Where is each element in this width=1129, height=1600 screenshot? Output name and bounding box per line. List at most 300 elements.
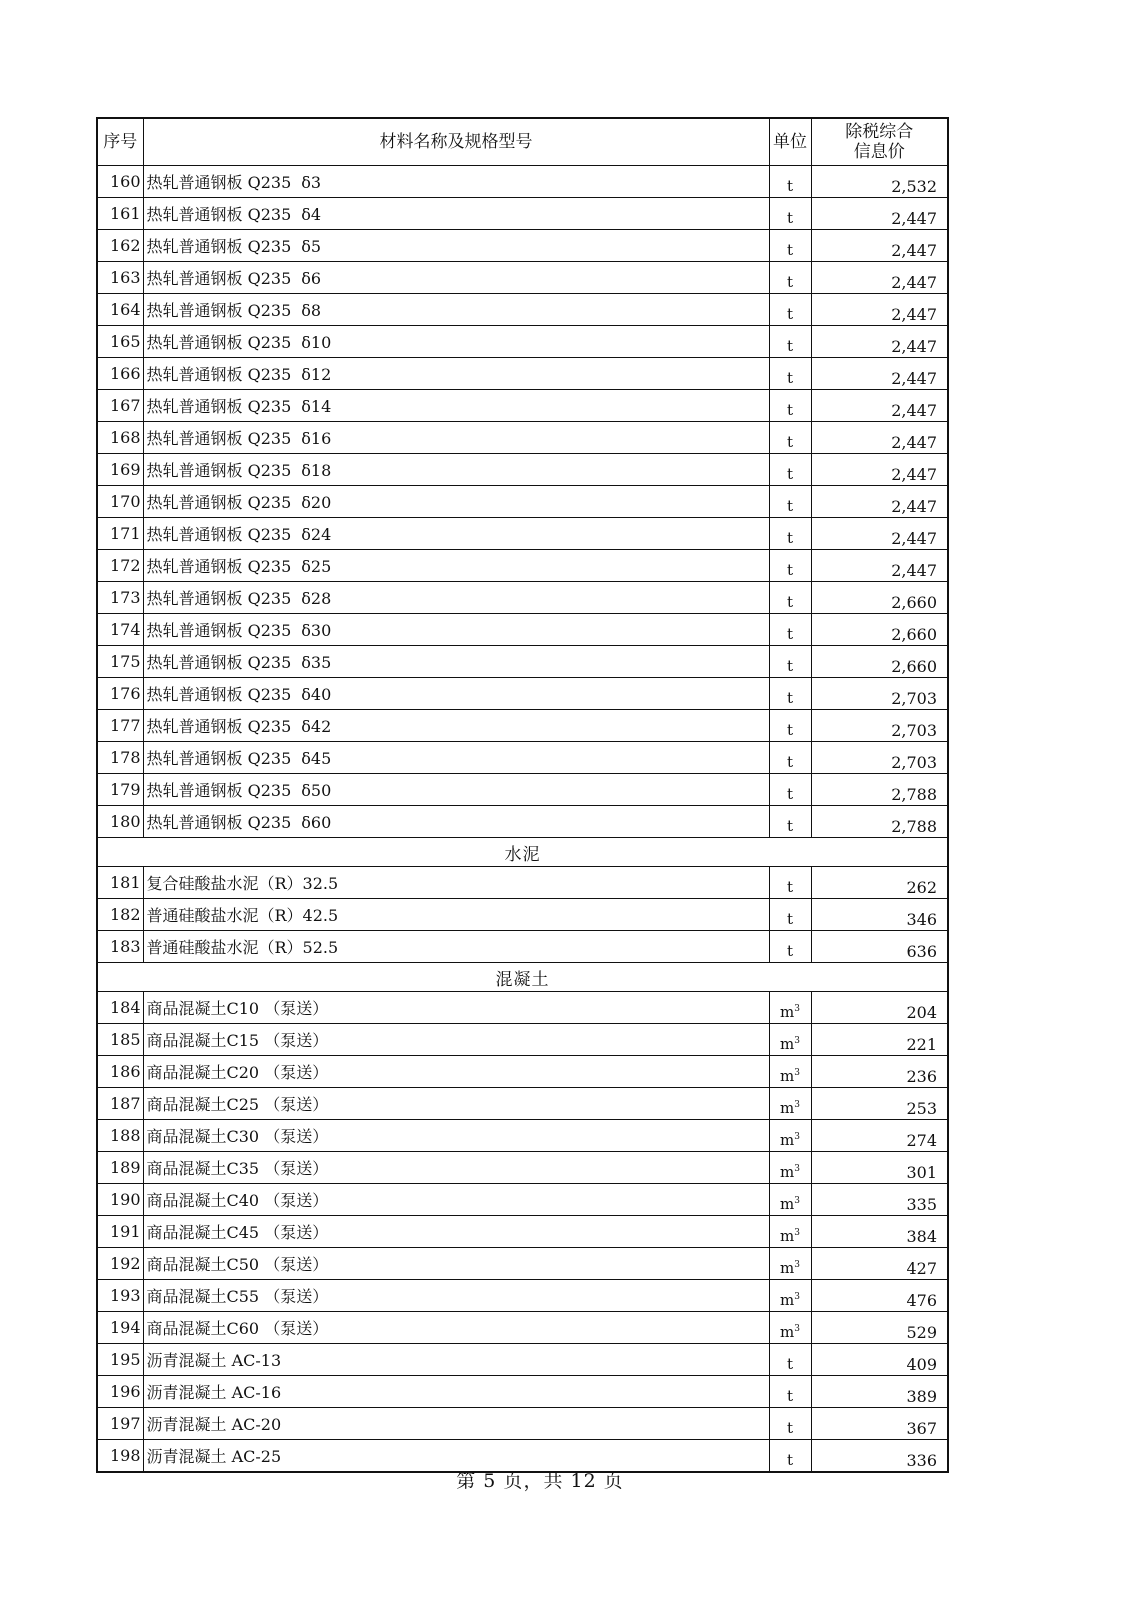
- row-name: [143, 454, 769, 486]
- row-unit: [769, 1184, 811, 1216]
- row-name-text: 沥青混凝土 AC-13: [146, 1351, 282, 1370]
- table-row: [97, 326, 948, 358]
- table-row: [97, 1248, 948, 1280]
- row-name: [143, 867, 769, 899]
- row-thickness: δ14: [301, 397, 332, 416]
- row-thickness: δ6: [301, 269, 322, 288]
- table-row: [97, 1408, 948, 1440]
- table-row: [97, 1216, 948, 1248]
- row-unit-text: t: [786, 942, 794, 960]
- row-thickness: δ10: [301, 333, 332, 352]
- row-price: 2,447: [811, 422, 948, 454]
- table-row: [97, 230, 948, 262]
- category-label: 混凝土: [97, 963, 948, 992]
- row-price: 2,447: [811, 550, 948, 582]
- row-no: 178: [97, 742, 143, 774]
- row-price: 2,447: [811, 358, 948, 390]
- table-row: [97, 1152, 948, 1184]
- row-unit-text: t: [786, 241, 794, 259]
- row-name: [143, 806, 769, 838]
- row-no: 165: [97, 326, 143, 358]
- row-unit: [769, 1344, 811, 1376]
- row-no: 167: [97, 390, 143, 422]
- row-price: 2,660: [811, 582, 948, 614]
- row-price: 389: [811, 1376, 948, 1408]
- row-price: 367: [811, 1408, 948, 1440]
- row-unit-text: t: [786, 1451, 794, 1469]
- row-unit: [769, 390, 811, 422]
- row-unit: [769, 774, 811, 806]
- row-name-text: 热轧普通钢板 Q235: [146, 365, 292, 384]
- row-no: 193: [97, 1280, 143, 1312]
- row-unit-exponent: 3: [794, 1036, 800, 1046]
- row-name: [143, 294, 769, 326]
- row-price: 2,660: [811, 614, 948, 646]
- row-name: [143, 899, 769, 931]
- row-unit-text: t: [786, 369, 794, 387]
- row-price: 409: [811, 1344, 948, 1376]
- row-name-text: 热轧普通钢板 Q235: [146, 205, 292, 224]
- row-unit-text: m: [780, 1259, 795, 1277]
- row-price: 529: [811, 1312, 948, 1344]
- row-unit-text: t: [786, 273, 794, 291]
- row-thickness: δ24: [301, 525, 332, 544]
- row-price: 2,447: [811, 326, 948, 358]
- row-unit-exponent: 3: [794, 1196, 800, 1206]
- table-row: [97, 166, 948, 198]
- row-unit-text: t: [786, 433, 794, 451]
- header-name: 材料名称及规格型号: [143, 118, 769, 166]
- row-name: [143, 1312, 769, 1344]
- row-unit: [769, 1120, 811, 1152]
- row-name: [143, 710, 769, 742]
- table-row: [97, 198, 948, 230]
- row-unit-text: t: [786, 337, 794, 355]
- row-unit: [769, 198, 811, 230]
- table-row: [97, 486, 948, 518]
- row-unit: [769, 422, 811, 454]
- table-row: [97, 867, 948, 899]
- row-thickness: δ35: [301, 653, 332, 672]
- row-unit: [769, 294, 811, 326]
- row-unit: [769, 486, 811, 518]
- row-name: [143, 646, 769, 678]
- row-name-text: 热轧普通钢板 Q235: [146, 781, 292, 800]
- row-unit: [769, 1024, 811, 1056]
- row-unit: [769, 1408, 811, 1440]
- row-name-text: 商品混凝土C60 （泵送）: [146, 1319, 329, 1338]
- row-thickness: δ4: [301, 205, 322, 224]
- row-unit: [769, 1216, 811, 1248]
- row-no: 176: [97, 678, 143, 710]
- row-unit: [769, 1056, 811, 1088]
- table-row: [97, 1120, 948, 1152]
- row-no: 184: [97, 992, 143, 1024]
- row-unit-text: t: [786, 497, 794, 515]
- row-unit-text: t: [786, 177, 794, 195]
- row-no: 166: [97, 358, 143, 390]
- table-row: [97, 1376, 948, 1408]
- row-name: [143, 358, 769, 390]
- row-no: 170: [97, 486, 143, 518]
- price-table-container: [96, 117, 949, 1473]
- row-name-text: 普通硅酸盐水泥（R）42.5: [146, 906, 339, 925]
- table-row: [97, 454, 948, 486]
- header-no: 序号: [97, 118, 143, 166]
- row-unit-text: t: [786, 625, 794, 643]
- row-price: 301: [811, 1152, 948, 1184]
- row-unit-text: t: [786, 401, 794, 419]
- row-price: 2,660: [811, 646, 948, 678]
- price-table: [96, 117, 949, 1473]
- table-row: [97, 1088, 948, 1120]
- table-row: [97, 806, 948, 838]
- row-price: 2,788: [811, 806, 948, 838]
- row-unit-exponent: 3: [794, 1292, 800, 1302]
- row-name: [143, 230, 769, 262]
- row-unit-text: t: [786, 878, 794, 896]
- row-unit-text: m: [780, 1035, 795, 1053]
- header-price-line2: 信息价: [853, 142, 905, 162]
- row-name-text: 商品混凝土C10 （泵送）: [146, 999, 329, 1018]
- row-thickness: δ40: [301, 685, 332, 704]
- row-name-text: 热轧普通钢板 Q235: [146, 525, 292, 544]
- row-name: [143, 1024, 769, 1056]
- row-unit: [769, 166, 811, 198]
- row-price: 2,447: [811, 294, 948, 326]
- row-name-text: 热轧普通钢板 Q235: [146, 717, 292, 736]
- row-no: 164: [97, 294, 143, 326]
- row-no: 189: [97, 1152, 143, 1184]
- row-no: 188: [97, 1120, 143, 1152]
- row-unit: [769, 582, 811, 614]
- row-unit: [769, 1376, 811, 1408]
- row-name: [143, 198, 769, 230]
- footer-current-page: 5: [483, 1470, 497, 1492]
- row-name-text: 热轧普通钢板 Q235: [146, 493, 292, 512]
- row-no: 175: [97, 646, 143, 678]
- row-unit: [769, 646, 811, 678]
- row-unit: [769, 358, 811, 390]
- table-row: [97, 1344, 948, 1376]
- row-price: 2,532: [811, 166, 948, 198]
- row-name-text: 热轧普通钢板 Q235: [146, 461, 292, 480]
- row-price: 253: [811, 1088, 948, 1120]
- row-unit: [769, 262, 811, 294]
- table-row: [97, 646, 948, 678]
- row-price: 2,703: [811, 710, 948, 742]
- table-row: [97, 550, 948, 582]
- table-row: [97, 710, 948, 742]
- row-name: [143, 774, 769, 806]
- row-price: 2,447: [811, 486, 948, 518]
- row-thickness: δ3: [301, 173, 322, 192]
- row-unit-text: m: [780, 1131, 795, 1149]
- row-thickness: δ42: [301, 717, 332, 736]
- row-unit: [769, 867, 811, 899]
- header-price: [811, 118, 948, 166]
- row-unit-text: t: [786, 817, 794, 835]
- row-name-text: 热轧普通钢板 Q235: [146, 653, 292, 672]
- row-no: 162: [97, 230, 143, 262]
- row-unit-text: t: [786, 1387, 794, 1405]
- table-row: [97, 678, 948, 710]
- row-no: 195: [97, 1344, 143, 1376]
- category-row: [97, 838, 948, 867]
- row-no: 163: [97, 262, 143, 294]
- row-name: [143, 1184, 769, 1216]
- table-row: [97, 1280, 948, 1312]
- table-body: [97, 166, 948, 1473]
- row-no: 196: [97, 1376, 143, 1408]
- row-unit-exponent: 3: [794, 1100, 800, 1110]
- row-thickness: δ18: [301, 461, 332, 480]
- table-row: [97, 422, 948, 454]
- row-unit-text: m: [780, 1003, 795, 1021]
- row-name: [143, 1056, 769, 1088]
- row-price: 427: [811, 1248, 948, 1280]
- row-name: [143, 422, 769, 454]
- row-thickness: δ16: [301, 429, 332, 448]
- table-row: [97, 262, 948, 294]
- row-unit-exponent: 3: [794, 1004, 800, 1014]
- row-name: [143, 262, 769, 294]
- row-thickness: δ20: [301, 493, 332, 512]
- row-price: 274: [811, 1120, 948, 1152]
- row-unit: [769, 806, 811, 838]
- row-unit-text: t: [786, 721, 794, 739]
- row-name-text: 热轧普通钢板 Q235: [146, 749, 292, 768]
- row-no: 190: [97, 1184, 143, 1216]
- row-price: 236: [811, 1056, 948, 1088]
- row-unit-text: t: [786, 561, 794, 579]
- row-unit-text: t: [786, 753, 794, 771]
- row-price: 335: [811, 1184, 948, 1216]
- row-price: 2,447: [811, 262, 948, 294]
- row-unit-text: t: [786, 209, 794, 227]
- row-unit-text: m: [780, 1067, 795, 1085]
- row-price: 262: [811, 867, 948, 899]
- row-unit: [769, 742, 811, 774]
- row-name: [143, 931, 769, 963]
- row-no: 172: [97, 550, 143, 582]
- row-price: 636: [811, 931, 948, 963]
- table-row: [97, 742, 948, 774]
- row-name-text: 热轧普通钢板 Q235: [146, 685, 292, 704]
- row-price: 221: [811, 1024, 948, 1056]
- row-name: [143, 678, 769, 710]
- table-row: [97, 1184, 948, 1216]
- row-price: 384: [811, 1216, 948, 1248]
- row-unit-text: t: [786, 593, 794, 611]
- row-name: [143, 326, 769, 358]
- row-unit-text: t: [786, 910, 794, 928]
- row-name: [143, 1088, 769, 1120]
- row-unit: [769, 1088, 811, 1120]
- row-price: 336: [811, 1440, 948, 1473]
- row-unit: [769, 230, 811, 262]
- row-no: 198: [97, 1440, 143, 1473]
- footer-total-pages: 12: [570, 1470, 597, 1492]
- row-unit-exponent: 3: [794, 1228, 800, 1238]
- row-name-text: 沥青混凝土 AC-20: [146, 1415, 282, 1434]
- row-name: [143, 1280, 769, 1312]
- table-row: [97, 582, 948, 614]
- row-unit: [769, 326, 811, 358]
- row-no: 185: [97, 1024, 143, 1056]
- row-unit-text: m: [780, 1099, 795, 1117]
- row-price: 2,447: [811, 230, 948, 262]
- row-unit-exponent: 3: [794, 1324, 800, 1334]
- row-unit: [769, 518, 811, 550]
- table-row: [97, 390, 948, 422]
- row-unit-text: t: [786, 657, 794, 675]
- row-unit: [769, 710, 811, 742]
- row-unit-exponent: 3: [794, 1164, 800, 1174]
- row-unit: [769, 614, 811, 646]
- row-name-text: 商品混凝土C40 （泵送）: [146, 1191, 329, 1210]
- table-row: [97, 1024, 948, 1056]
- table-row: [97, 1056, 948, 1088]
- row-name-text: 热轧普通钢板 Q235: [146, 237, 292, 256]
- row-name-text: 商品混凝土C25 （泵送）: [146, 1095, 329, 1114]
- row-name: [143, 614, 769, 646]
- table-row: [97, 294, 948, 326]
- row-unit-text: t: [786, 529, 794, 547]
- row-unit: [769, 678, 811, 710]
- row-name: [143, 518, 769, 550]
- row-price: 2,447: [811, 518, 948, 550]
- row-no: 168: [97, 422, 143, 454]
- row-unit: [769, 992, 811, 1024]
- row-price: 2,703: [811, 742, 948, 774]
- row-name-text: 复合硅酸盐水泥（R）32.5: [146, 874, 339, 893]
- row-price: 204: [811, 992, 948, 1024]
- row-name: [143, 550, 769, 582]
- row-no: 197: [97, 1408, 143, 1440]
- row-name-text: 热轧普通钢板 Q235: [146, 813, 292, 832]
- row-thickness: δ45: [301, 749, 332, 768]
- row-unit-exponent: 3: [794, 1068, 800, 1078]
- row-name-text: 商品混凝土C35 （泵送）: [146, 1159, 329, 1178]
- row-name-text: 商品混凝土C55 （泵送）: [146, 1287, 329, 1306]
- row-no: 182: [97, 899, 143, 931]
- row-thickness: δ60: [301, 813, 332, 832]
- row-price: 2,703: [811, 678, 948, 710]
- row-price: 2,788: [811, 774, 948, 806]
- row-name-text: 商品混凝土C50 （泵送）: [146, 1255, 329, 1274]
- table-row: [97, 1312, 948, 1344]
- header-price-line1: 除税综合: [845, 122, 914, 142]
- row-name-text: 商品混凝土C30 （泵送）: [146, 1127, 329, 1146]
- row-unit: [769, 1248, 811, 1280]
- row-unit: [769, 899, 811, 931]
- table-row: [97, 774, 948, 806]
- row-name-text: 商品混凝土C15 （泵送）: [146, 1031, 329, 1050]
- row-name: [143, 1408, 769, 1440]
- row-unit: [769, 1312, 811, 1344]
- row-unit: [769, 454, 811, 486]
- row-name-text: 普通硅酸盐水泥（R）52.5: [146, 938, 339, 957]
- row-unit: [769, 550, 811, 582]
- row-name: [143, 1152, 769, 1184]
- footer-suffix: 页: [603, 1470, 624, 1492]
- row-name-text: 沥青混凝土 AC-16: [146, 1383, 282, 1402]
- row-price: 2,447: [811, 454, 948, 486]
- row-unit-text: t: [786, 1355, 794, 1373]
- row-unit-text: m: [780, 1291, 795, 1309]
- row-name-text: 热轧普通钢板 Q235: [146, 557, 292, 576]
- row-no: 192: [97, 1248, 143, 1280]
- row-unit-exponent: 3: [794, 1260, 800, 1270]
- row-name: [143, 166, 769, 198]
- row-name-text: 热轧普通钢板 Q235: [146, 589, 292, 608]
- row-name-text: 沥青混凝土 AC-25: [146, 1447, 282, 1466]
- footer-prefix: 第: [456, 1470, 477, 1492]
- row-name: [143, 992, 769, 1024]
- row-name-text: 热轧普通钢板 Q235: [146, 397, 292, 416]
- row-thickness: δ25: [301, 557, 332, 576]
- row-thickness: δ8: [301, 301, 322, 320]
- row-price: 476: [811, 1280, 948, 1312]
- row-no: 180: [97, 806, 143, 838]
- row-name: [143, 1216, 769, 1248]
- row-name-text: 热轧普通钢板 Q235: [146, 173, 292, 192]
- row-no: 181: [97, 867, 143, 899]
- row-no: 183: [97, 931, 143, 963]
- row-name: [143, 1344, 769, 1376]
- row-name: [143, 742, 769, 774]
- row-thickness: δ50: [301, 781, 332, 800]
- row-name-text: 商品混凝土C45 （泵送）: [146, 1223, 329, 1242]
- row-price: 2,447: [811, 198, 948, 230]
- row-unit: [769, 1152, 811, 1184]
- row-unit-exponent: 3: [794, 1132, 800, 1142]
- row-unit-text: m: [780, 1163, 795, 1181]
- row-name-text: 热轧普通钢板 Q235: [146, 429, 292, 448]
- row-name-text: 热轧普通钢板 Q235: [146, 621, 292, 640]
- row-thickness: δ30: [301, 621, 332, 640]
- row-no: 177: [97, 710, 143, 742]
- row-thickness: δ28: [301, 589, 332, 608]
- row-no: 179: [97, 774, 143, 806]
- row-name: [143, 1376, 769, 1408]
- row-unit-text: m: [780, 1195, 795, 1213]
- row-unit-text: t: [786, 465, 794, 483]
- row-unit-text: m: [780, 1227, 795, 1245]
- category-label: 水泥: [97, 838, 948, 867]
- row-name-text: 热轧普通钢板 Q235: [146, 333, 292, 352]
- page-footer: [0, 1466, 1080, 1493]
- row-name-text: 商品混凝土C20 （泵送）: [146, 1063, 329, 1082]
- row-thickness: δ5: [301, 237, 322, 256]
- header-unit: 单位: [769, 118, 811, 166]
- row-unit-text: t: [786, 785, 794, 803]
- row-no: 191: [97, 1216, 143, 1248]
- table-row: [97, 518, 948, 550]
- row-no: 169: [97, 454, 143, 486]
- row-no: 186: [97, 1056, 143, 1088]
- row-no: 171: [97, 518, 143, 550]
- row-no: 174: [97, 614, 143, 646]
- row-name: [143, 486, 769, 518]
- row-no: 173: [97, 582, 143, 614]
- category-row: [97, 963, 948, 992]
- table-row: [97, 358, 948, 390]
- row-name-text: 热轧普通钢板 Q235: [146, 301, 292, 320]
- row-unit-text: m: [780, 1323, 795, 1341]
- row-unit-text: t: [786, 305, 794, 323]
